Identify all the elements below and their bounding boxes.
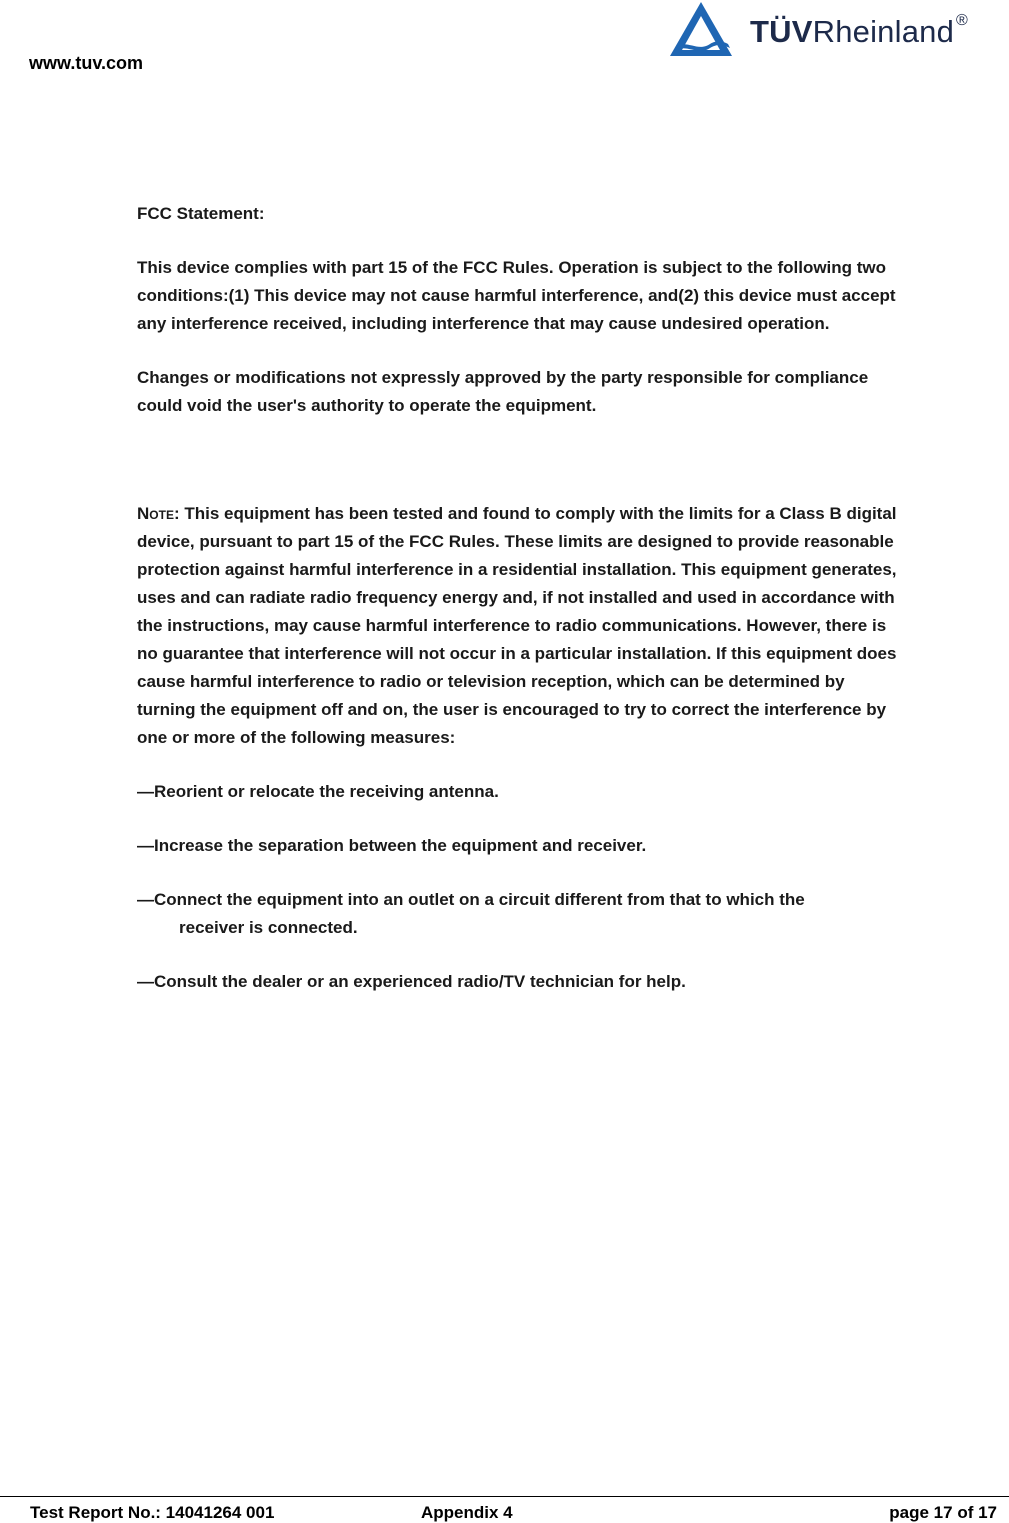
footer-divider: [0, 1496, 1009, 1497]
modifications-paragraph: Changes or modifications not expressly approved by the party responsible for compliance could void the user's authority to operate the equipment.: [137, 368, 869, 415]
fcc-statement-heading: FCC Statement:: [137, 204, 265, 223]
measure-line: —Connect the equipment into an outlet on a circuit different from that to which the: [137, 890, 805, 909]
tuv-rheinland-logo: [668, 0, 988, 60]
tuv-triangle-logo-icon: [668, 0, 734, 58]
site-url: www.tuv.com: [29, 53, 144, 73]
footer-appendix: Appendix 4: [421, 1503, 513, 1522]
note-paragraph: [137, 500, 897, 752]
note-text: This equipment has been tested and found to comply with the limits for a Class B digital device, pursuant to part 15 of the FCC Rules. These limits are designed to provide reasonable protection against harmful interference in a residential installation. This equipment generates, uses and can radiate radio frequency energy and, if not installed and used in accordance with the instructions, may cause harmful interference to radio communications. However, there is no guarantee that interference will not occur in a particular installation. If this equipment does cause harmful interference to radio or television reception, which can be determined by turning the equipment off and on, the user is encouraged to try to correct the interference by one or more of the following measures:: [137, 504, 897, 747]
measure-item: —Reorient or relocate the receiving antenna.: [137, 782, 499, 801]
fcc-statement-content: [137, 200, 897, 1022]
measure-item: —Consult the dealer or an experienced radio/TV technician for help.: [137, 972, 686, 991]
measure-continuation: receiver is connected.: [179, 918, 358, 937]
measure-item: —Increase the separation between the equipment and receiver.: [137, 836, 647, 855]
compliance-paragraph: This device complies with part 15 of the FCC Rules. Operation is subject to the following two conditions:(1) This device may not cause harmful interference, and(2) this device must accept any interference received, including interference that may cause undesired operation.: [137, 258, 896, 333]
note-label: Note:: [137, 504, 180, 523]
footer-report-number: Test Report No.: 14041264 001: [30, 1503, 275, 1522]
measure-item: [137, 886, 897, 942]
footer-page-number: page 17 of 17: [889, 1503, 997, 1522]
logo-wordmark: TÜVRheinland ®: [750, 11, 969, 49]
